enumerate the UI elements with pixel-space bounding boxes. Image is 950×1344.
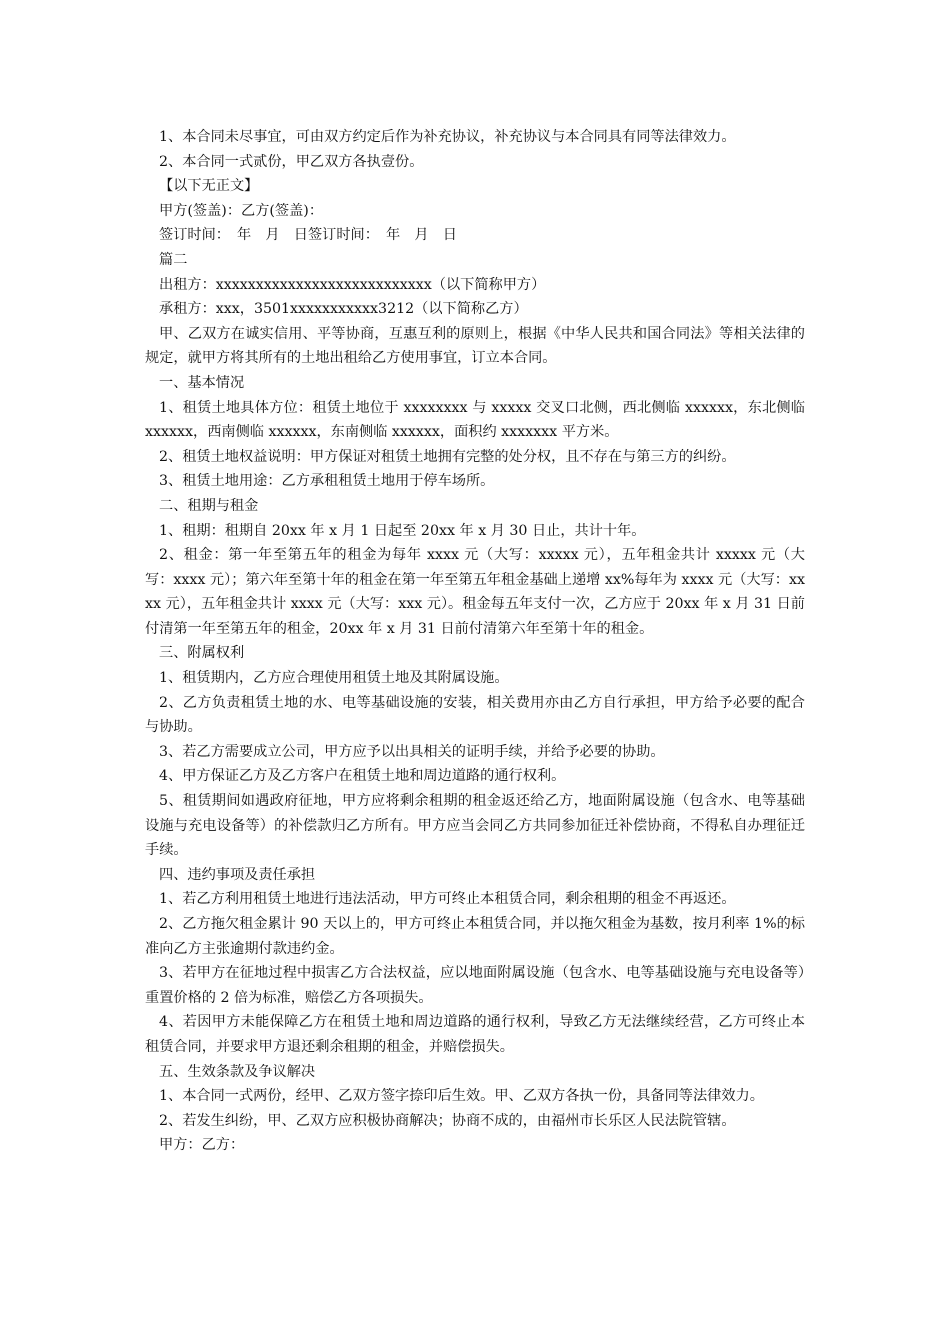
signature-line: 甲方(签盖)：乙方(签盖)：	[159, 202, 324, 219]
document-body	[145, 125, 805, 1158]
heading-breach-liability: 四、违约事项及责任承担	[159, 866, 316, 883]
signing-date-line: 签订时间： 年 月 日签订时间： 年 月 日	[159, 227, 457, 244]
heading-ancillary-rights: 三、附属权利	[159, 645, 245, 662]
clause-lease-term: 1、租期：租期自 20xx 年 x 月 1 日起至 20xx 年 x 月 30 日止，共计十年。	[159, 522, 646, 539]
clause-utilities: 2、乙方负责租赁土地的水、电等基础设施的安装，相关费用亦由乙方自行承担，甲方给予必要的配合与协助。	[145, 694, 805, 736]
lessee-line: 承租方：xxx，3501xxxxxxxxxxx3212（以下简称乙方）	[159, 301, 528, 318]
lessor-line: 出租方：xxxxxxxxxxxxxxxxxxxxxxxxxxx（以下简称甲方）	[159, 276, 546, 293]
clause-rent-arrears: 2、乙方拖欠租金累计 90 天以上的，甲方可终止本租赁合同，并以拖欠租金为基数，按月利率 1%的标准向乙方主张逾期付款违约金。	[145, 916, 805, 957]
preamble-paragraph: 甲、乙双方在诚实信用、平等协商，互惠互利的原则上，根据《中华人民共和国合同法》等相关法律的规定，就甲方将其所有的土地出租给乙方使用事宜，订立本合同。	[145, 325, 805, 367]
clause-dispute-resolution: 2、若发生纠纷，甲、乙双方应积极协商解决；协商不成的，由福州市长乐区人民法院管辖。	[159, 1112, 736, 1129]
clause-expropriation-damages: 3、若甲方在征地过程中损害乙方合法权益，应以地面附属设施（包含水、电等基础设施与充电设备等）重置价格的 2 倍为标准，赔偿乙方各项损失。	[145, 965, 805, 1006]
clause-rent: 2、租金：第一年至第五年的租金为每年 xxxx 元（大写：xxxxx 元），五年租金共计 xxxxx 元（大写：xxxx 元）；第六年至第十年的租金在第一年至第五年租金基础上递增 xx%每年为 xxxx 元（大写：xxxx 元），五年租金共计 xxxx 元（大写：xxx 元）。租金每五年支付一次，乙方应于 20xx 年 x 月 31 日前付清第一年至第五年的租金，20xx 年 x 月 31 日前付清第六年至第十年的租金。	[145, 547, 805, 637]
heading-term-and-rent: 二、租期与租金	[159, 497, 259, 514]
clause-copies: 2、本合同一式贰份，甲乙双方各执壹份。	[159, 153, 424, 170]
clause-land-location: 1、租赁土地具体方位：租赁土地位于 xxxxxxxx 与 xxxxx 交叉口北侧，西北侧临 xxxxxx，东北侧临 xxxxxx，西南侧临 xxxxxx，东南侧临 xxxxxx，面积约 xxxxxxx 平方米。	[145, 399, 805, 441]
clause-company-setup: 3、若乙方需要成立公司，甲方应予以出具相关的证明手续，并给予必要的协助。	[159, 743, 665, 760]
clause-illegal-activity: 1、若乙方利用租赁土地进行违法活动，甲方可终止本租赁合同，剩余租期的租金不再返还。	[159, 891, 736, 908]
clause-supplement-agreement: 1、本合同未尽事宜，可由双方约定后作为补充协议，补充协议与本合同具有同等法律效力。	[159, 129, 736, 145]
clause-land-rights: 2、租赁土地权益说明：甲方保证对租赁土地拥有完整的处分权，且不存在与第三方的纠纷。	[159, 448, 736, 465]
clause-land-use: 3、租赁土地用途：乙方承租租赁土地用于停车场所。	[159, 473, 495, 490]
clause-effectiveness: 1、本合同一式两份，经甲、乙双方签字捺印后生效。甲、乙双方各执一份，具备同等法律效力。	[159, 1088, 764, 1105]
clause-expropriation: 5、租赁期间如遇政府征地，甲方应将剩余租期的租金返还给乙方，地面附属设施（包含水、电等基础设施与充电设备等）的补偿款归乙方所有。甲方应当会同乙方共同参加征迁补偿协商，不得私自办理征迁手续。	[145, 793, 805, 859]
final-signature-line: 甲方：乙方：	[159, 1137, 245, 1154]
clause-access-failure: 4、若因甲方未能保障乙方在租赁土地和周边道路的通行权利，导致乙方无法继续经营，乙方可终止本租赁合同，并要求甲方退还剩余租期的租金，并赔偿损失。	[145, 1014, 805, 1055]
heading-effectiveness-disputes: 五、生效条款及争议解决	[159, 1063, 316, 1080]
section-title-part-two: 篇二	[159, 251, 188, 268]
clause-reasonable-use: 1、租赁期内，乙方应合理使用租赁土地及其附属设施。	[159, 670, 509, 687]
clause-right-of-way: 4、甲方保证乙方及乙方客户在租赁土地和周边道路的通行权利。	[159, 768, 566, 785]
heading-basic-info: 一、基本情况	[159, 374, 245, 391]
end-of-text-marker: 【以下无正文】	[159, 178, 259, 195]
